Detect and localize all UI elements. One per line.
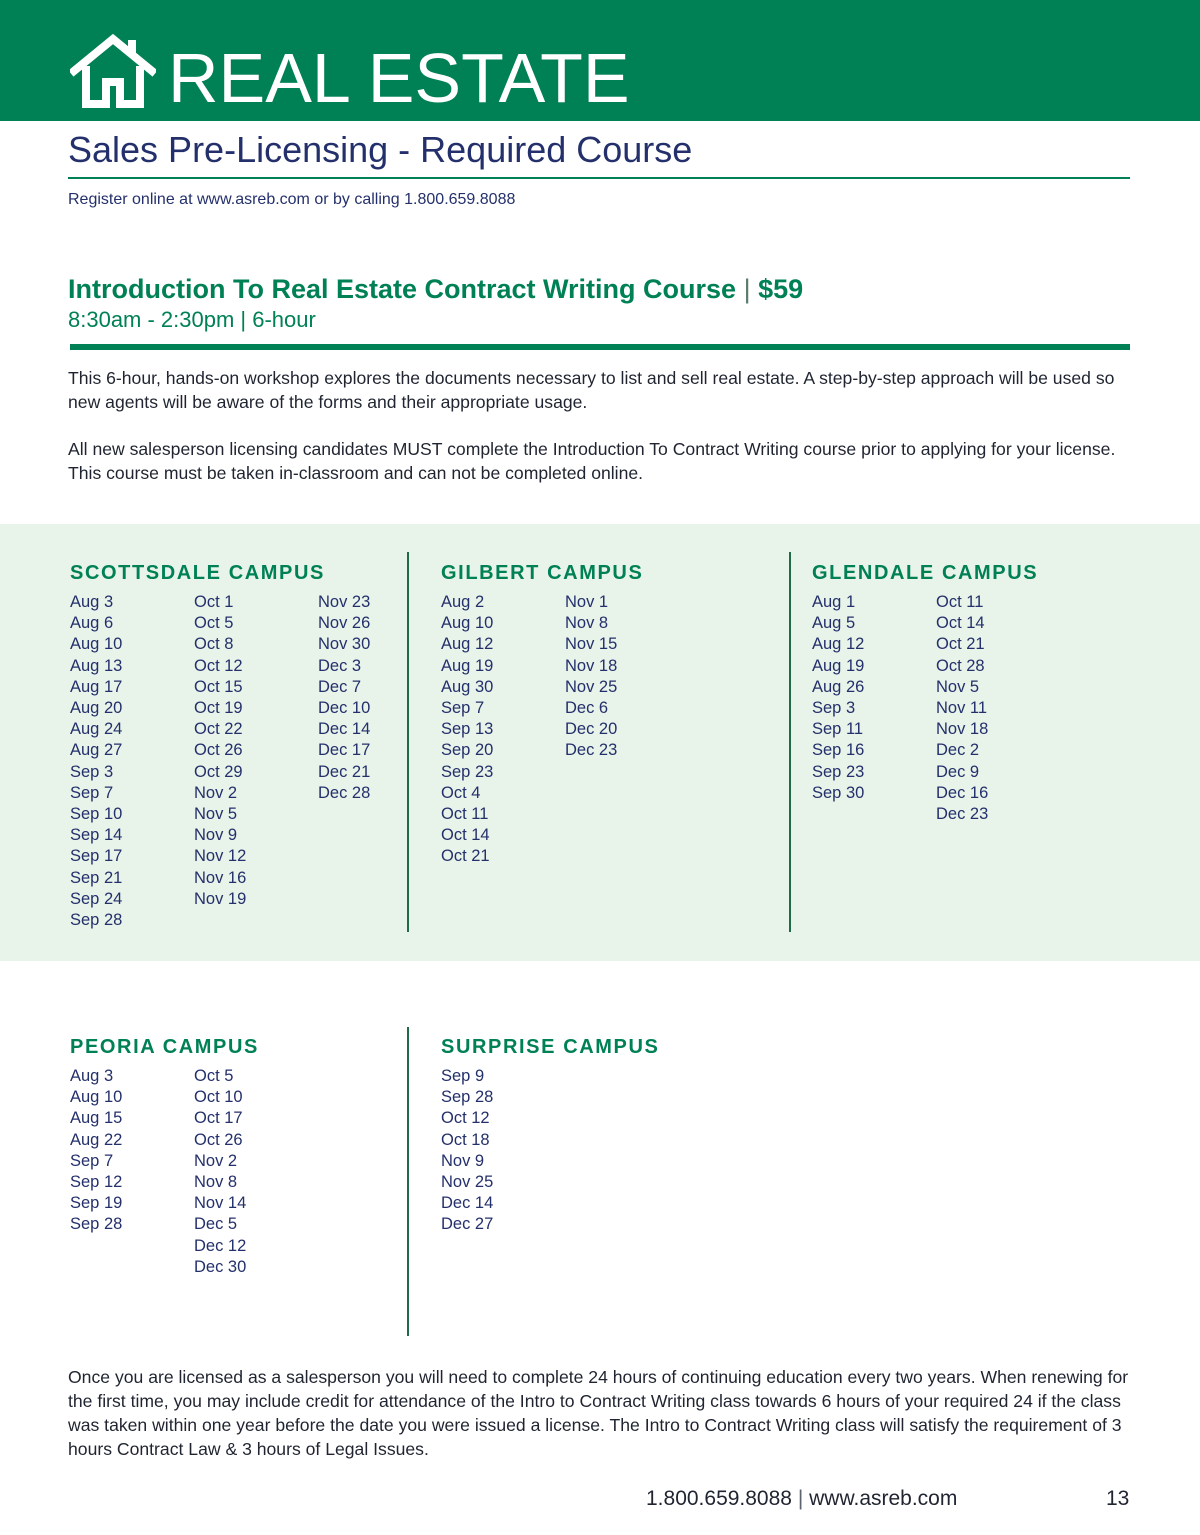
class-date: Oct 26 [194, 1130, 243, 1149]
class-date: Oct 10 [194, 1088, 243, 1107]
date-column [318, 592, 370, 804]
class-date: Aug 3 [70, 1067, 114, 1085]
class-date: Sep 7 [70, 1151, 114, 1170]
course-description: This 6-hour, hands-on workshop explores the documents necessary to list and sell real estate. A step-by-step approach will be used so new agents will be aware of the forms and their appropriate usage. [68, 368, 1115, 412]
column-divider [407, 1027, 409, 1336]
class-date: Oct 11 [936, 593, 984, 611]
class-date: Sep 9 [441, 1067, 485, 1085]
class-date: Oct 22 [194, 720, 243, 739]
course-time: 8:30am - 2:30pm | 6-hour [68, 307, 316, 332]
class-date: Dec 9 [936, 762, 980, 781]
class-date: Dec 20 [565, 720, 618, 739]
class-date: Nov 18 [936, 720, 989, 739]
class-date: Oct 11 [441, 805, 489, 824]
class-date: Dec 7 [318, 677, 362, 696]
footer-separator: | [797, 1487, 804, 1510]
class-date: Aug 30 [441, 677, 494, 696]
class-date: Dec 16 [936, 783, 989, 802]
class-date: Oct 12 [194, 656, 243, 675]
class-date: Sep 7 [70, 783, 114, 802]
class-date: Nov 2 [194, 783, 238, 802]
class-date: Sep 11 [812, 720, 864, 739]
class-date: Nov 14 [194, 1194, 247, 1213]
date-column [194, 592, 246, 910]
class-date: Dec 28 [318, 783, 371, 802]
date-column [194, 1066, 246, 1278]
class-date: Dec 21 [318, 762, 371, 781]
class-date: Sep 17 [70, 847, 123, 866]
class-date: Dec 30 [194, 1257, 247, 1276]
class-date: Sep 24 [70, 889, 123, 908]
class-date: Aug 15 [70, 1109, 123, 1128]
register-info: Register online at www.asreb.com or by calling 1.800.659.8088 [68, 191, 516, 208]
class-date: Aug 2 [441, 593, 485, 611]
date-column [441, 592, 493, 868]
class-date: Dec 27 [441, 1215, 494, 1234]
class-date: Sep 28 [70, 911, 123, 930]
class-date: Sep 19 [70, 1194, 123, 1213]
class-date: Nov 30 [318, 635, 371, 654]
class-date: Sep 20 [441, 741, 494, 760]
title-separator: | [743, 274, 751, 304]
class-date: Oct 19 [194, 699, 243, 718]
class-date: Oct 14 [441, 826, 490, 845]
class-date: Sep 28 [441, 1088, 494, 1107]
class-date: Sep 13 [441, 720, 494, 739]
class-date: Aug 19 [812, 656, 865, 675]
class-date: Nov 8 [565, 614, 609, 633]
class-date: Sep 30 [812, 783, 865, 802]
campus-title-peoria: PEORIA CAMPUS [70, 1036, 259, 1058]
campus-title-glendale: GLENDALE CAMPUS [812, 562, 1039, 584]
class-date: Aug 17 [70, 677, 123, 696]
class-date: Oct 21 [441, 847, 490, 866]
class-date: Oct 17 [194, 1109, 243, 1128]
class-date: Dec 14 [441, 1194, 494, 1213]
column-divider [789, 552, 791, 932]
class-date: Nov 15 [565, 635, 618, 654]
class-date: Dec 23 [565, 741, 618, 760]
date-column [936, 592, 988, 825]
class-date: Dec 12 [194, 1236, 247, 1255]
class-date: Nov 11 [936, 699, 988, 718]
class-date: Oct 5 [194, 614, 234, 633]
class-date: Dec 6 [565, 699, 609, 718]
campus-title-scottsdale: SCOTTSDALE CAMPUS [70, 562, 325, 584]
class-date: Nov 25 [565, 677, 618, 696]
class-date: Oct 28 [936, 656, 985, 675]
class-date: Nov 1 [565, 593, 609, 611]
header-banner [0, 0, 1200, 121]
class-date: Nov 8 [194, 1173, 238, 1192]
class-date: Nov 5 [936, 677, 980, 696]
continuing-education-note: Once you are licensed as a salesperson you will need to complete 24 hours of continuing education every two years. When renewing for the first time, you may include credit for attendance of the Intro to Contract Writing class towards 6 hours of your required 24 if the class was taken within one year before the date you were issued a license. The Intro to Contract Writing class will satisfy the requirement of 3 hours Contract Law & 3 hours of Legal Issues. [68, 1367, 1129, 1459]
course-requirement: All new salesperson licensing candidates MUST complete the Introduction To Contract Writing course prior to applying for your license. This course must be taken in-classroom and can not be completed online. [68, 439, 1116, 483]
class-date: Oct 5 [194, 1067, 234, 1085]
class-date: Aug 10 [441, 614, 494, 633]
class-date: Aug 6 [70, 614, 114, 633]
class-date: Aug 3 [70, 593, 114, 611]
class-date: Aug 1 [812, 593, 856, 611]
class-date: Dec 14 [318, 720, 371, 739]
class-date: Nov 9 [194, 826, 238, 845]
class-date: Oct 26 [194, 741, 243, 760]
footer-phone: 1.800.659.8088 [646, 1487, 792, 1510]
class-date: Sep 23 [441, 762, 494, 781]
class-date: Nov 16 [194, 868, 247, 887]
campus-title-surprise: SURPRISE CAMPUS [441, 1036, 660, 1058]
class-date: Sep 14 [70, 826, 123, 845]
class-date: Dec 23 [936, 805, 989, 824]
divider-thick [70, 344, 1130, 350]
class-date: Aug 10 [70, 635, 123, 654]
campus-title-gilbert: GILBERT CAMPUS [441, 562, 644, 584]
class-date: Dec 10 [318, 699, 371, 718]
class-date: Aug 22 [70, 1130, 123, 1149]
class-date: Sep 23 [812, 762, 865, 781]
date-column [812, 592, 864, 804]
class-date: Nov 18 [565, 656, 618, 675]
course-title [68, 272, 803, 306]
class-date: Aug 19 [441, 656, 494, 675]
class-date: Dec 5 [194, 1215, 238, 1234]
class-date: Sep 10 [70, 805, 123, 824]
class-date: Dec 3 [318, 656, 362, 675]
divider [68, 177, 1130, 179]
class-date: Oct 1 [194, 593, 234, 611]
class-date: Nov 25 [441, 1173, 494, 1192]
class-date: Nov 2 [194, 1151, 238, 1170]
class-date: Dec 2 [936, 741, 980, 760]
class-date: Aug 13 [70, 656, 123, 675]
class-date: Aug 12 [812, 635, 865, 654]
class-date: Aug 24 [70, 720, 123, 739]
date-column [70, 1066, 122, 1236]
section-subtitle: Sales Pre-Licensing - Required Course [68, 129, 693, 170]
class-date: Oct 4 [441, 783, 481, 802]
class-date: Dec 17 [318, 741, 371, 760]
date-column [565, 592, 617, 762]
class-date: Oct 12 [441, 1109, 490, 1128]
class-date: Sep 3 [70, 762, 114, 781]
class-date: Sep 16 [812, 741, 865, 760]
class-date: Nov 9 [441, 1151, 485, 1170]
class-date: Oct 21 [936, 635, 985, 654]
class-date: Aug 20 [70, 699, 123, 718]
page-number: 13 [1106, 1487, 1130, 1510]
footer-website: www.asreb.com [809, 1487, 958, 1510]
footer-contact [646, 1484, 957, 1514]
class-date: Aug 10 [70, 1088, 123, 1107]
class-date: Nov 12 [194, 847, 247, 866]
course-name: Introduction To Real Estate Contract Writing Course [68, 274, 737, 304]
class-date: Aug 5 [812, 614, 856, 633]
class-date: Nov 5 [194, 805, 238, 824]
class-date: Nov 26 [318, 614, 371, 633]
class-date: Sep 12 [70, 1173, 123, 1192]
class-date: Oct 18 [441, 1130, 490, 1149]
class-date: Sep 7 [441, 699, 485, 718]
date-column [70, 592, 122, 931]
class-date: Nov 23 [318, 593, 371, 611]
column-divider [407, 552, 409, 932]
house-icon [70, 34, 156, 108]
class-date: Oct 29 [194, 762, 243, 781]
class-date: Sep 28 [70, 1215, 123, 1234]
class-date: Aug 12 [441, 635, 494, 654]
page-title: REAL ESTATE [168, 39, 630, 117]
class-date: Nov 19 [194, 889, 247, 908]
class-date: Oct 8 [194, 635, 234, 654]
class-date: Aug 26 [812, 677, 865, 696]
class-date: Sep 3 [812, 699, 856, 718]
class-date: Oct 15 [194, 677, 243, 696]
class-date: Aug 27 [70, 741, 123, 760]
class-date: Oct 14 [936, 614, 985, 633]
class-date: Sep 21 [70, 868, 123, 887]
course-price: $59 [758, 274, 804, 304]
date-column [441, 1066, 493, 1236]
